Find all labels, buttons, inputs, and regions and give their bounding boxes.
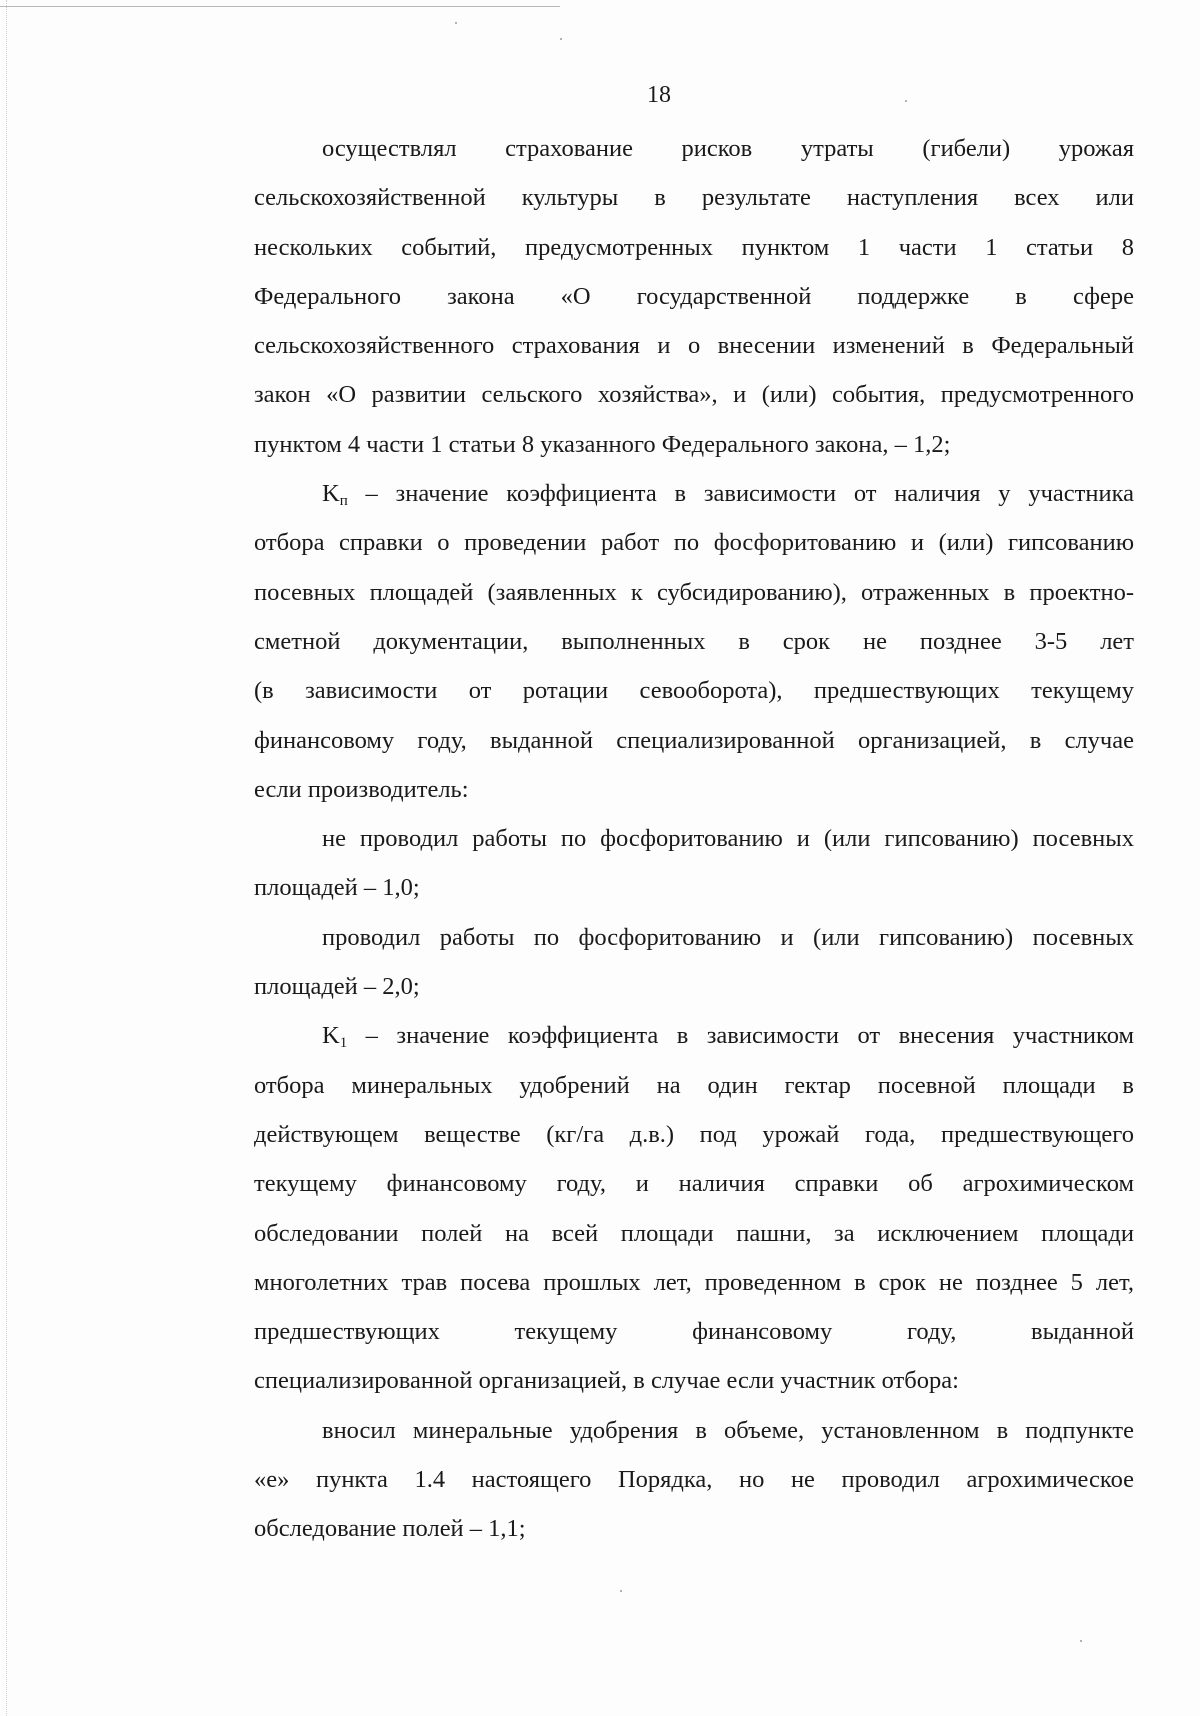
text-line: не проводил работы по фосфоритованию и (или гипсованию) посевных	[322, 825, 1134, 853]
text-line: сметной документации, выполненных в срок не позднее 3-5 лет	[254, 627, 1134, 655]
scan-speck	[455, 22, 457, 24]
scan-speck	[560, 38, 562, 40]
text-line: специализированной организацией, в случае если участник отбора:	[254, 1367, 959, 1395]
text-line	[186, 1011, 1134, 1060]
text-line: вносил минеральные удобрения в объеме, установленном в подпункте	[322, 1416, 1134, 1444]
scan-artifact-top	[0, 6, 560, 7]
text-line: посевных площадей (заявленных к субсидированию), отраженных в проектно-	[254, 578, 1134, 606]
text-line: если производитель:	[254, 775, 469, 803]
document-body	[186, 124, 1134, 1554]
paragraph-insurance	[186, 124, 1134, 469]
coefficient-subscript: п	[339, 493, 348, 510]
paragraph-fertilizer	[186, 1406, 1134, 1554]
coefficient-subscript: 1	[339, 1035, 348, 1052]
text-line: предшествующих текущему финансовому году, выданной	[254, 1318, 1134, 1346]
text-fragment: – значение коэффициента в зависимости от внесения участником	[347, 1022, 1134, 1050]
scan-speck	[620, 1590, 622, 1592]
paragraph-coefficient-kp	[186, 469, 1134, 814]
text-line: финансовому году, выданной специализированной организацией, в случае	[254, 726, 1134, 754]
scan-artifact-left-edge	[6, 0, 7, 1716]
page-number: 18	[647, 82, 671, 108]
text-line: пунктом 4 части 1 статьи 8 указанного Федерального закона, – 1,2;	[254, 430, 951, 458]
text-line: сельскохозяйственного страхования и о внесении изменений в Федеральный	[254, 332, 1134, 360]
paragraph-coefficient-k1	[186, 1011, 1134, 1405]
text-line: сельскохозяйственной культуры в результате наступления всех или	[254, 184, 1134, 212]
text-line: многолетних трав посева прошлых лет, проведенном в срок не позднее 5 лет,	[254, 1268, 1134, 1296]
text-line: площадей – 2,0;	[254, 973, 420, 1001]
text-line: осуществлял страхование рисков утраты (гибели) урожая	[322, 135, 1134, 162]
text-line: Федерального закона «О государственной поддержке в сфере	[254, 282, 1134, 310]
coefficient-symbol: K	[322, 480, 340, 508]
text-line: отбора справки о проведении работ по фосфоритованию и (или) гипсованию	[254, 529, 1134, 557]
paragraph-not-conducted	[186, 814, 1134, 913]
scan-speck	[1080, 1640, 1082, 1642]
text-line: действующем веществе (кг/га д.в.) под урожай года, предшествующего	[254, 1120, 1134, 1148]
text-line: «е» пункта 1.4 настоящего Порядка, но не проводил агрохимическое	[254, 1466, 1134, 1494]
text-line	[186, 469, 1134, 518]
text-line: обследование полей – 1,1;	[254, 1515, 526, 1543]
scan-speck	[905, 100, 907, 102]
text-line: площадей – 1,0;	[254, 874, 420, 902]
coefficient-symbol: K	[322, 1022, 340, 1050]
text-fragment: – значение коэффициента в зависимости от наличия у участника	[347, 480, 1134, 508]
text-line: отбора минеральных удобрений на один гектар посевной площади в	[254, 1071, 1134, 1099]
text-line: закон «О развитии сельского хозяйства», и (или) события, предусмотренного	[254, 381, 1134, 409]
text-line: обследовании полей на всей площади пашни, за исключением площади	[254, 1219, 1134, 1247]
text-line: текущему финансовому году, и наличия справки об агрохимическом	[254, 1170, 1134, 1198]
text-line: проводил работы по фосфоритованию и (или гипсованию) посевных	[322, 923, 1134, 951]
text-line: нескольких событий, предусмотренных пунктом 1 части 1 статьи 8	[254, 233, 1134, 261]
text-line: (в зависимости от ротации севооборота), предшествующих текущему	[254, 677, 1134, 705]
paragraph-conducted	[186, 913, 1134, 1012]
